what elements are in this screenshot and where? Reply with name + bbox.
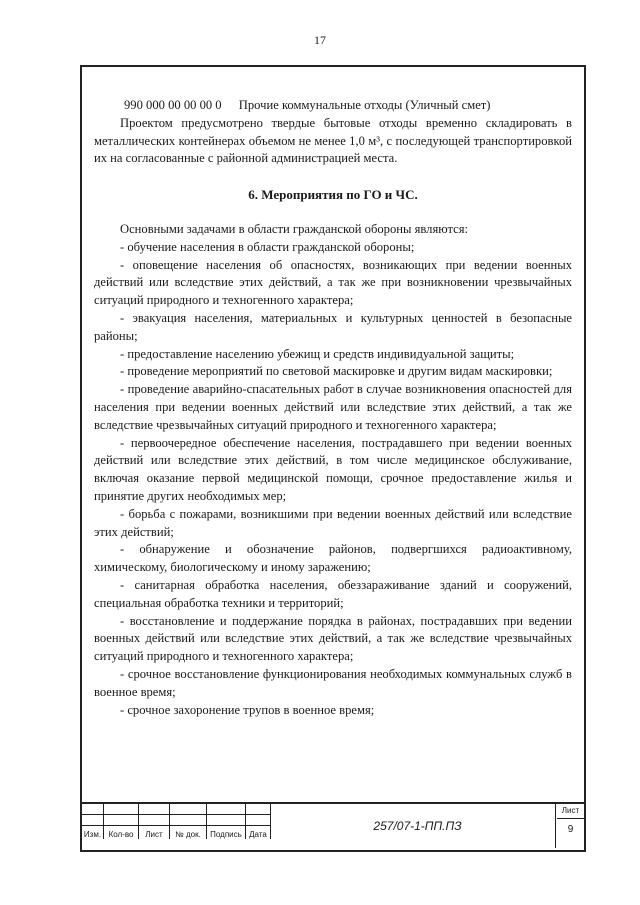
task-item: - обучение населения в области гражданской обороны; — [120, 239, 415, 254]
task-item: - предоставление населению убежищ и средств индивидуальной защиты; — [120, 346, 515, 361]
intro-paragraph: Проектом предусмотрено твердые бытовые отходы временно складировать в металлических контейнерах объемом не менее 1,0 м³, с последующей транспортировкой их на согласованные с районной администрацией места. — [94, 115, 572, 166]
revision-column-label: № док. — [170, 826, 207, 840]
task-item: - первоочередное обеспечение населения, пострадавшего при ведении военных действий или вследствие этих действий, в том числе медицинское обслуживание, включая оказание первой медицинской помощи, срочное предоставление жилья и принятие других необходимых мер; — [94, 435, 572, 503]
revision-table-header — [82, 826, 271, 840]
sheet-label: Лист — [557, 804, 584, 819]
task-item: - санитарная обработка населения, обеззараживание зданий и сооружений, специальная обработка техники и территорий; — [94, 577, 572, 610]
task-item: - оповещение населения об опасностях, возникающих при ведении военных действий или вследствие этих действий, а так же при возникновении чрезвычайных ситуаций природного и техногенного характера; — [94, 257, 572, 308]
sheet-box — [557, 804, 584, 848]
revision-column-label: Дата — [246, 826, 271, 840]
task-item: - эвакуация населения, материальных и культурных ценностей в безопасные районы; — [94, 310, 572, 343]
task-item: - борьба с пожарами, возникшими при ведении военных действий или вследствие этих действий; — [94, 506, 572, 539]
revision-column-label: Кол-во — [104, 826, 139, 840]
page-number: 17 — [314, 33, 326, 47]
waste-code: 990 000 00 00 00 0 — [124, 98, 222, 112]
task-list — [94, 239, 572, 720]
sheet-number: 9 — [567, 824, 574, 835]
task-item: - восстановление и поддержание порядка в районах, пострадавших при ведении военных действий или вследствие этих действий, а так же вследствие чрезвычайных ситуаций природного и техногенного характера; — [94, 613, 572, 664]
task-item: - проведение аварийно-спасательных работ в случае возникновения опасностей для населения при ведении военных действий или вследствие этих действий, а так же вследствие чрезвычайных ситуаций природного и техногенного характера; — [94, 382, 572, 432]
revision-column-label: Лист — [139, 826, 170, 840]
document-body — [94, 97, 572, 719]
document-frame — [80, 65, 586, 852]
waste-name: Прочие коммунальные отходы (Уличный смет) — [238, 98, 491, 112]
document-designation: 257/07-1-ПП.ПЗ — [280, 804, 556, 848]
revision-column-label: Подпись — [207, 826, 246, 840]
revision-table — [82, 804, 271, 839]
title-block — [82, 802, 584, 850]
task-item: - срочное восстановление функционирования необходимых коммунальных служб в военное время; — [94, 666, 572, 699]
task-item: - срочное захоронение трупов в военное время; — [120, 702, 375, 717]
tasks-intro: Основными задачами в области гражданской обороны являются: — [120, 221, 469, 236]
task-item: - обнаружение и обозначение районов, подвергшихся радиоактивному, химическому, биологическому и иному заражению; — [94, 542, 572, 575]
task-item: - проведение мероприятий по световой маскировке и другим видам маскировки; — [120, 364, 553, 379]
waste-code-line — [94, 97, 572, 115]
revision-column-label: Изм. — [82, 826, 104, 840]
section-title: 6. Мероприятия по ГО и ЧС. — [248, 187, 418, 203]
